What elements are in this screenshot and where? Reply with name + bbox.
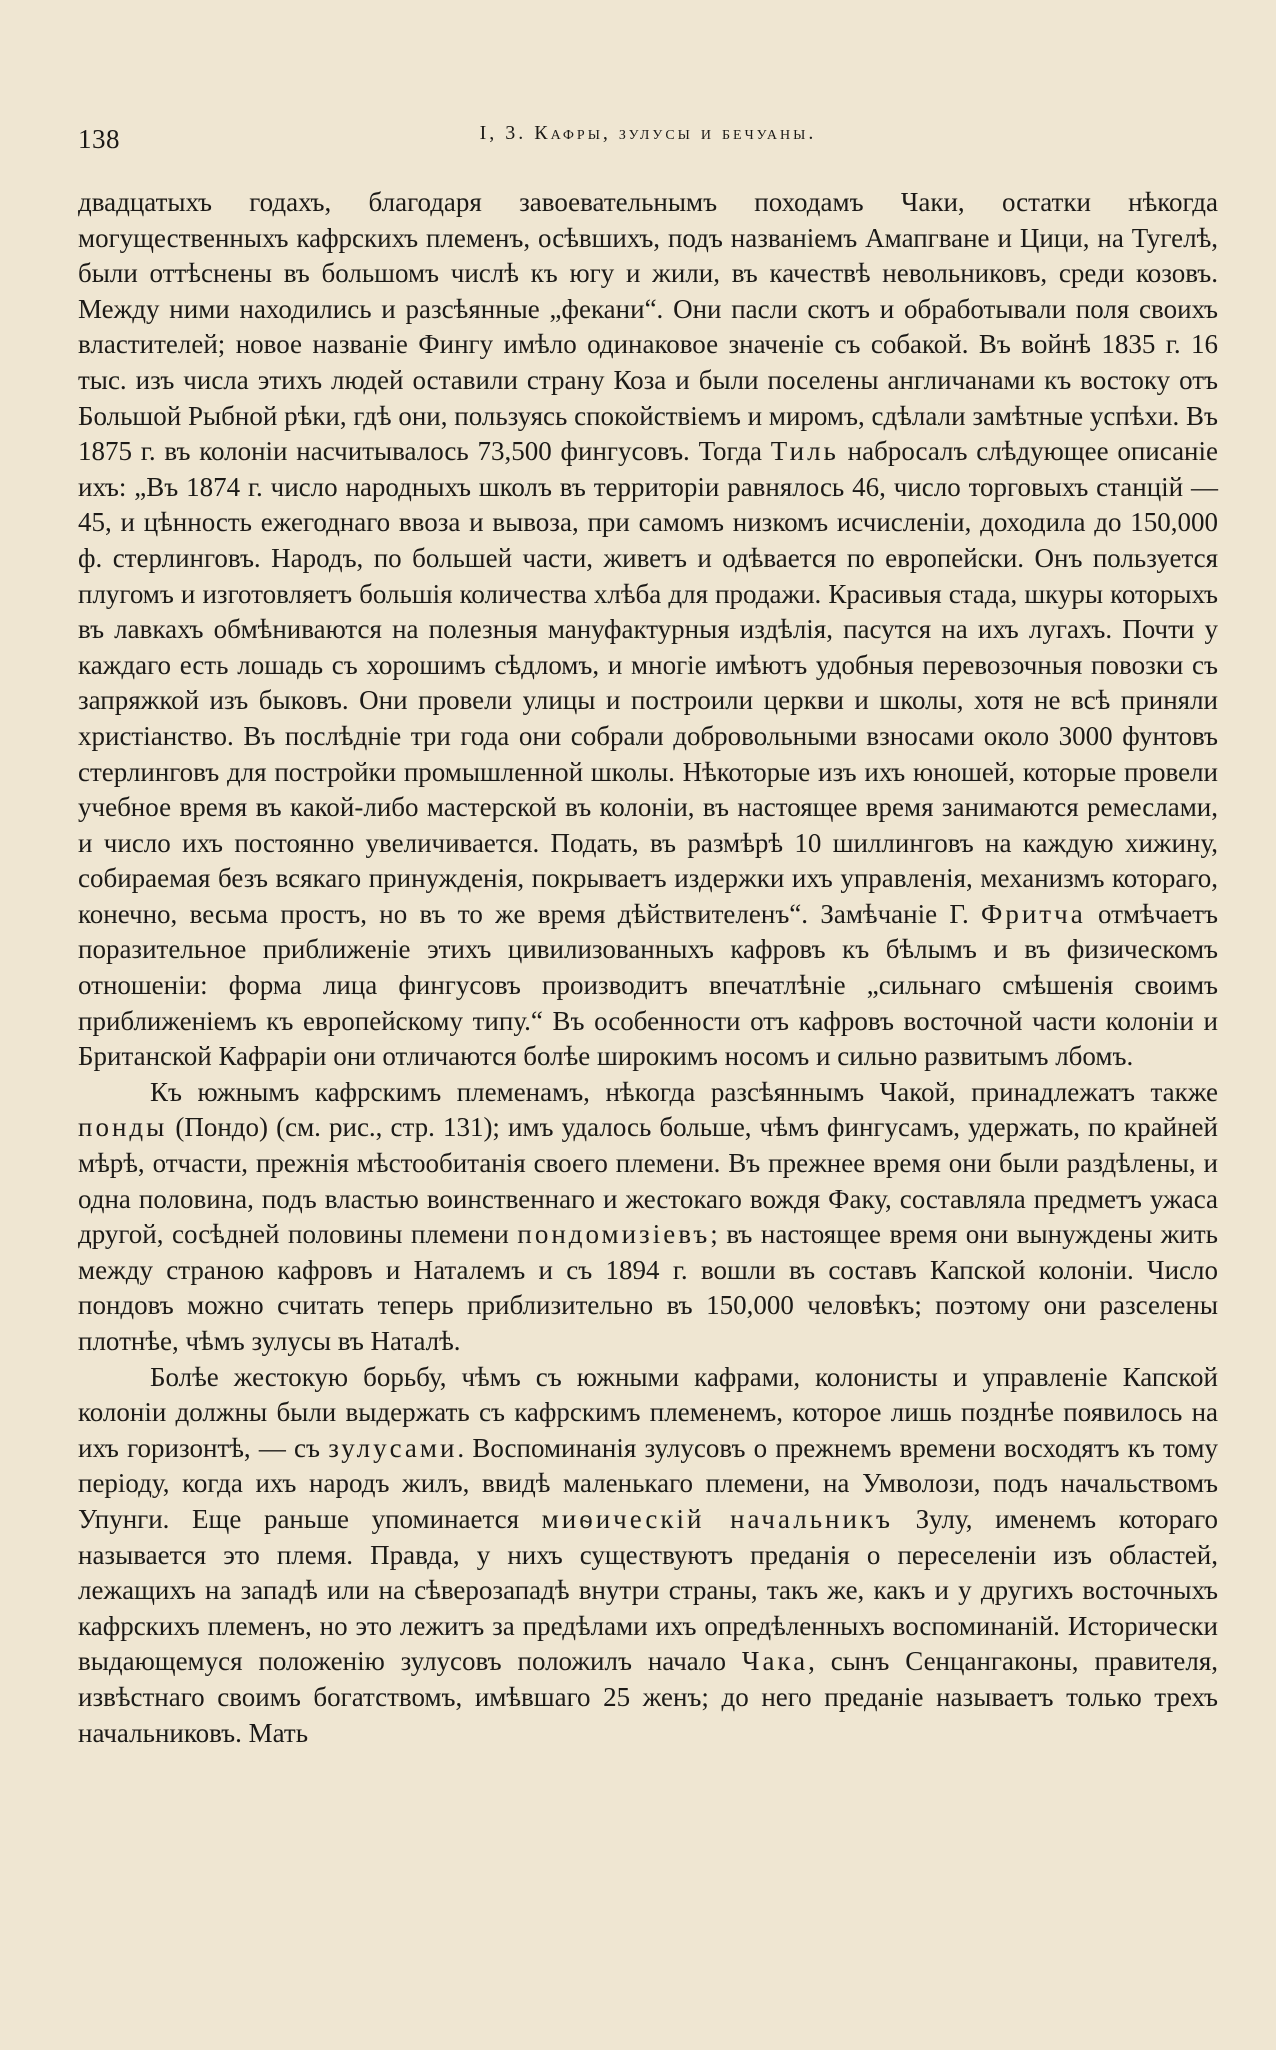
text-run: (Пондо) (см. рис., стр. 131); имъ удалось больше, чѣмъ фингусамъ, удержать, по крайней мѣрѣ, отчасти, прежнія мѣстообитанія своего племени. Въ прежнее время они были раздѣлены, и одна половина, подъ властью воинственнаго и жестокаго вождя Факу, составляла предметъ ужаса другой, сосѣдней половины племени <box>78 1112 1218 1250</box>
spaced-name-thiel: Тиль <box>770 436 839 467</box>
text-run: двадцатыхъ годахъ, благодаря завоевательнымъ походамъ Чаки, остатки нѣкогда могущественныхъ кафрскихъ племенъ, осѣвшихъ, подъ названіемъ Амапгване и Цици, на Тугелѣ, были оттѣснены въ большомъ числѣ къ югу и жили, въ качествѣ невольниковъ, среди козовъ. Между ними находились и разсѣянные „фекани“. Они пасли скотъ и обработывали поля своихъ властителей; новое названіе Фингу имѣло одинаковое значеніе съ собакой. Въ войнѣ 1835 г. 16 тыс. изъ числа этихъ людей оставили страну Коза и были поселены англичанами къ востоку отъ Большой Рыбной рѣки, гдѣ они, пользуясь спокойствіемъ и миромъ, сдѣлали замѣтные успѣхи. Въ 1875 г. въ колоніи насчитывалось 73,500 фингусовъ. Тогда <box>78 187 1218 467</box>
paragraph-fingu <box>78 185 1218 1075</box>
text-run: ; въ настоящее время они вынуждены жить между страною кафровъ и Наталемъ и съ 1894 г. вошли въ составъ Капской колоніи. Число пондовъ можно считать теперь приблизительно въ 150,000 человѣкъ; поэтому они разселены плотнѣе, чѣмъ зулусы въ Наталѣ. <box>78 1219 1218 1356</box>
page-header <box>78 118 1218 158</box>
paragraph-zulu <box>78 1360 1218 1752</box>
spaced-name-chaka: Чака <box>741 1646 809 1677</box>
text-run: Зулу, именемъ котораго называется это племя. Правда, у нихъ существуютъ преданія о переселеніи изъ областей, лежащихъ на западѣ или на сѣверозападѣ внутри страны, такъ же, какъ и у другихъ восточныхъ кафрскихъ племенъ, но это лежитъ за предѣлами ихъ опредѣленныхъ воспоминаній. Исторически выдающемуся положенію зулусовъ положилъ начало <box>78 1503 1218 1677</box>
spaced-name-pondomisi: пондомизіевъ <box>517 1219 711 1250</box>
text-run: Къ южнымъ кафрскимъ племенамъ, нѣкогда разсѣяннымъ Чакой, принадлежатъ также <box>150 1076 1218 1107</box>
body-text <box>78 185 1218 1751</box>
paragraph-pondo <box>78 1075 1218 1360</box>
page-number: 138 <box>78 124 120 154</box>
spaced-name-fritsch: Фритча <box>981 898 1086 929</box>
spaced-name-zulusami: зулусами <box>328 1432 458 1463</box>
text-run: Болѣе жестокую борьбу, чѣмъ съ южными кафрами, колонисты и управленіе Капской колоніи должны были выдержать съ кафрскимъ племенемъ, которое лишь позднѣе появилось на ихъ горизонтѣ, — съ <box>78 1361 1218 1463</box>
spaced-name-pondy: понды <box>78 1112 168 1143</box>
text-run: . Воспоминанія зулусовъ о прежнемъ времени восходятъ къ тому періоду, когда ихъ народъ жилъ, ввидѣ маленькаго племени, на Умволози, подъ начальствомъ Упунги. Еще раньше упоминается <box>78 1432 1218 1534</box>
text-run: , сынъ Сенцангаконы, правителя, извѣстнаго своимъ богатствомъ, имѣвшаго 25 женъ; до него преданіе называетъ только трехъ начальниковъ. Мать <box>78 1646 1219 1748</box>
running-title: I, 3. Кафры, зулусы и бечуаны. <box>479 122 817 144</box>
text-run: отмѣчаетъ поразительное приближеніе этихъ цивилизованныхъ кафровъ къ бѣлымъ и въ физическомъ отношеніи: форма лица фингусовъ производитъ впечатлѣніе „сильнаго смѣшенія своимъ приближеніемъ къ европейскому типу.“ Въ особенности отъ кафровъ восточной части колоніи и Британской Кафраріи они отличаются болѣе широкимъ носомъ и сильно развитымъ лбомъ. <box>78 898 1218 1072</box>
spaced-mythical-chief: миѳическій начальникъ <box>541 1503 893 1534</box>
text-run: набросалъ слѣдующее описаніе ихъ: „Въ 1874 г. число народныхъ школъ въ территоріи равнялось 46, число торговыхъ станцій — 45, и цѣнность ежегоднаго ввоза и вывоза, при самомъ низкомъ исчисленіи, доходила до 150,000 ф. стерлинговъ. Народъ, по большей части, живетъ и одѣвается по европейски. Онъ пользуется плугомъ и изготовляетъ большія количества хлѣба для продажи. Красивыя стада, шкуры которыхъ въ лавкахъ обмѣниваются на полезныя мануфактурныя издѣлія, пасутся на ихъ лугахъ. Почти у каждаго есть лошадь съ хорошимъ сѣдломъ, и многіе имѣютъ удобныя перевозочныя повозки съ запряжкой изъ быковъ. Они провели улицы и построили церкви и школы, хотя не всѣ приняли христіанство. Въ послѣдніе три года они собрали добровольными взносами около 3000 фунтовъ стерлинговъ для постройки промышленной школы. Нѣкоторые изъ ихъ юношей, которые провели учебное время въ какой-либо мастерской въ колоніи, въ настоящее время занимаются ремеслами, и число ихъ постоянно увеличивается. Подать, въ размѣрѣ 10 шиллинговъ на каждую хижину, собираемая безъ всякаго принужденія, покрываетъ издержки ихъ управленія, механизмъ котораго, конечно, весьма простъ, но въ то же время дѣйствителенъ“. Замѣчаніе Г. <box>78 436 1218 929</box>
